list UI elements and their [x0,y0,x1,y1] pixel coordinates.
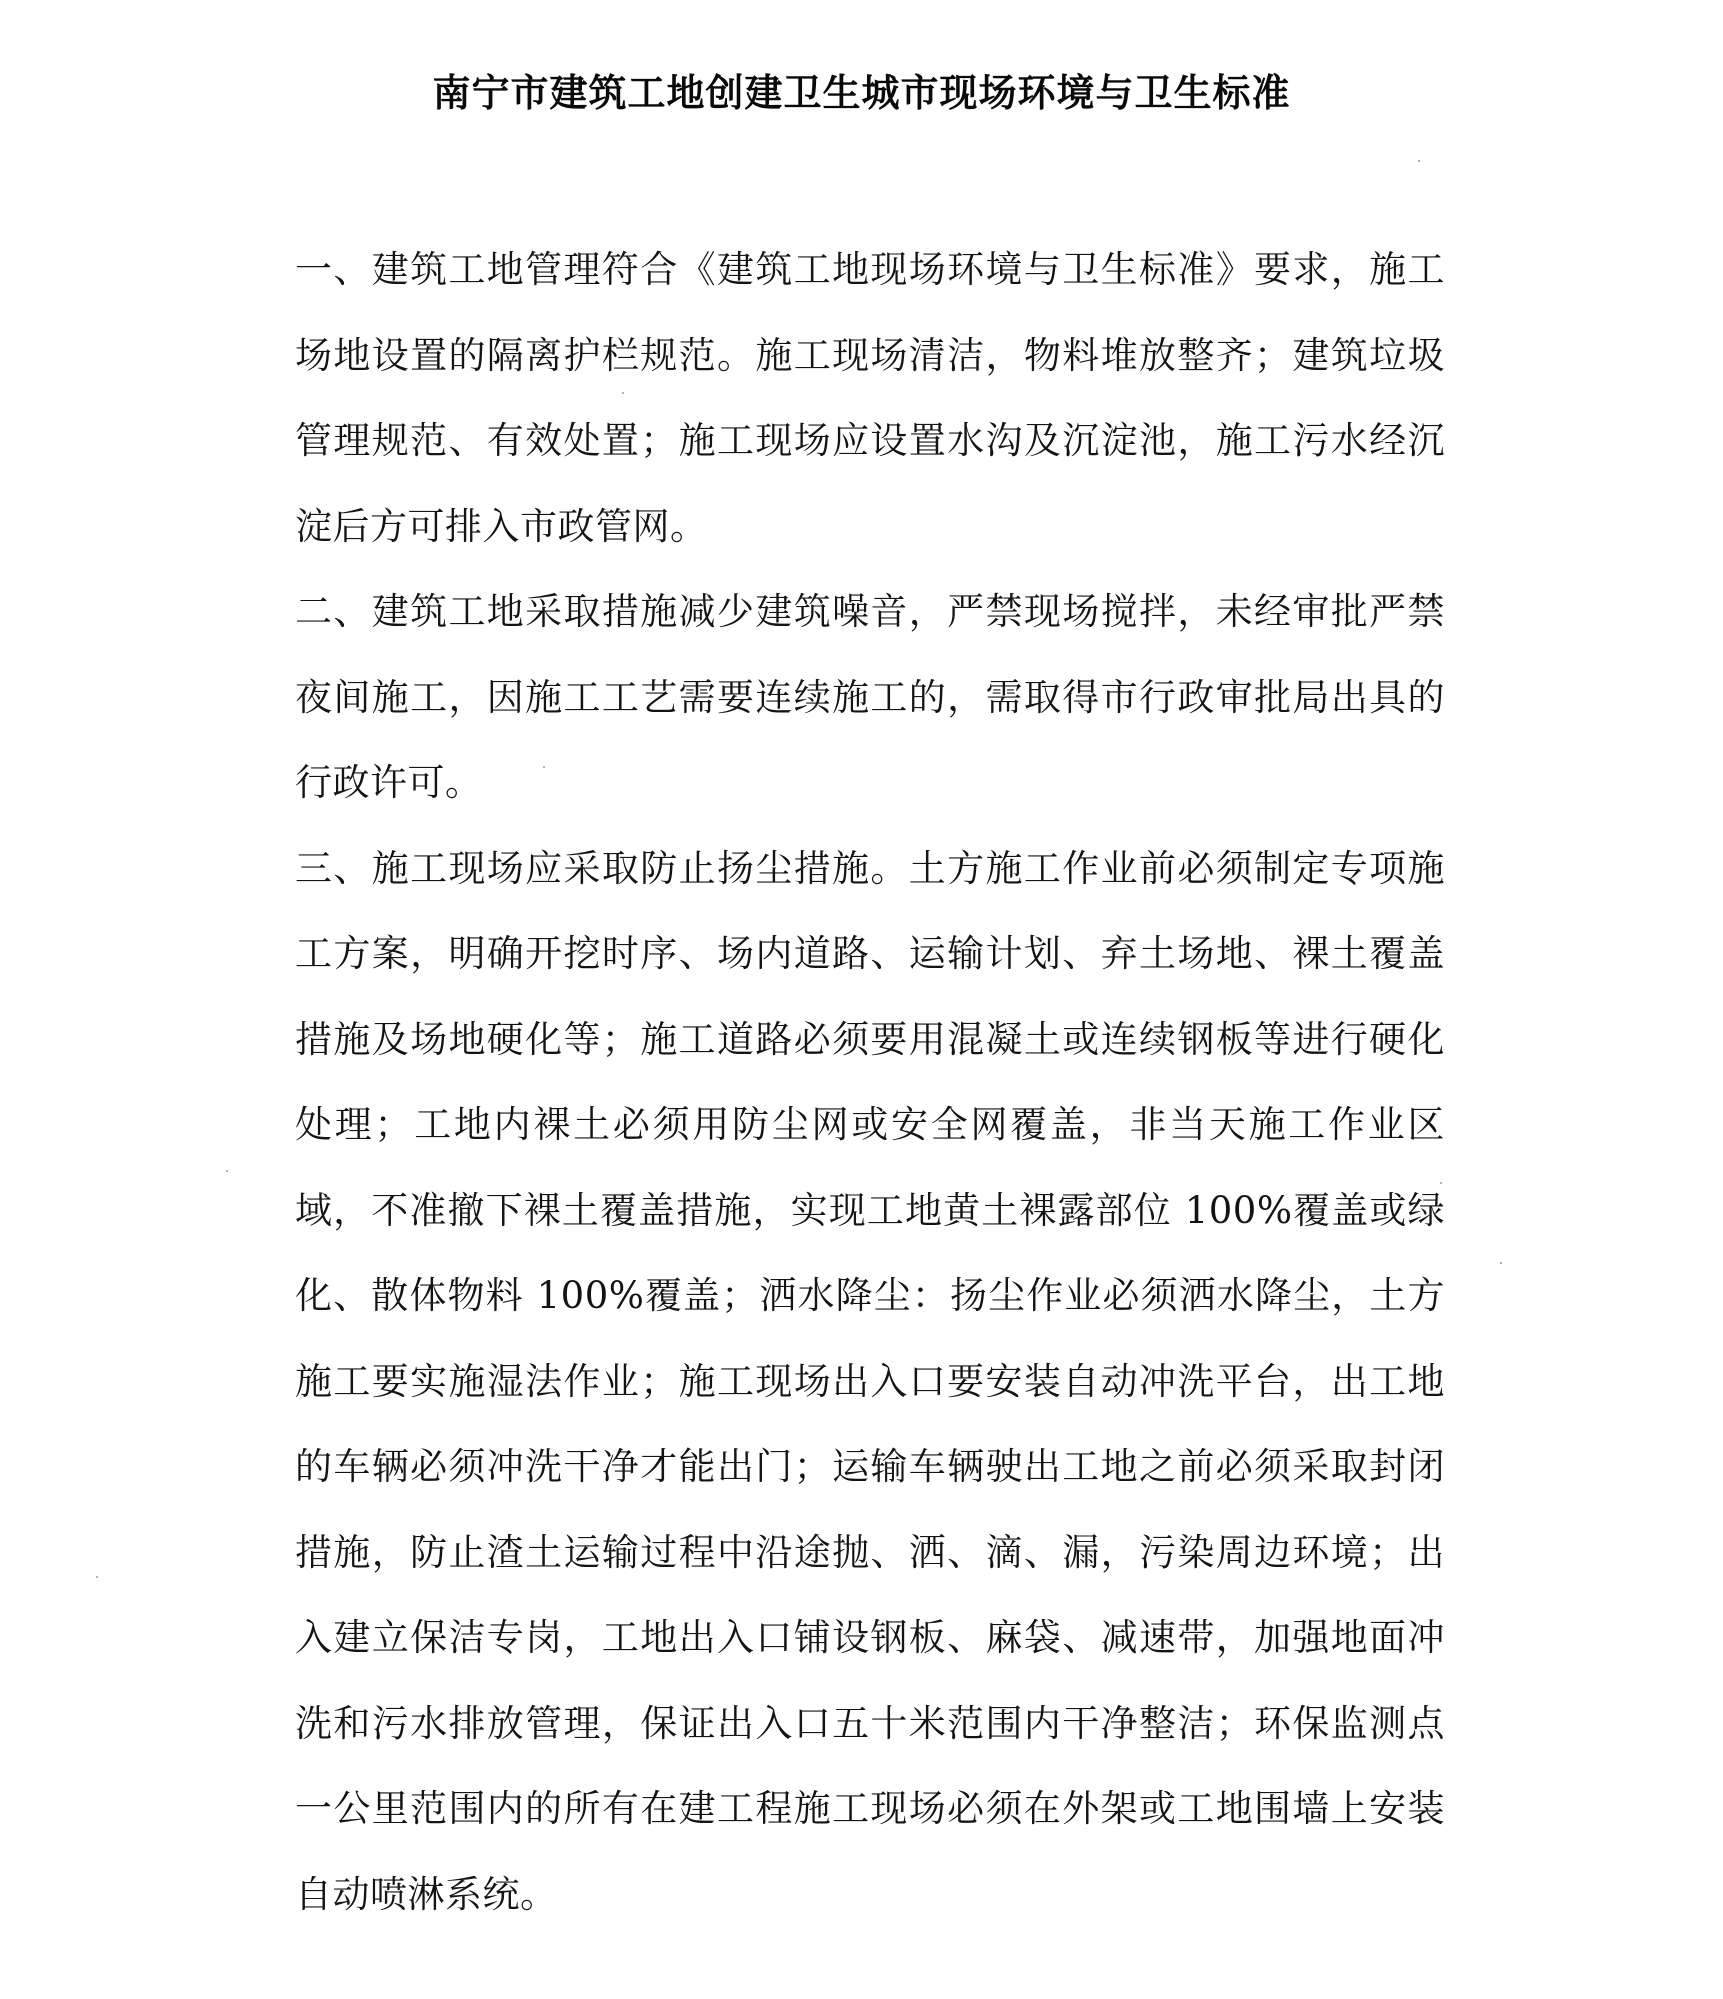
paragraph-1: 一、建筑工地管理符合《建筑工地现场环境与卫生标准》要求，施工场地设置的隔离护栏规范。施工现场清洁，物料堆放整齐；建筑垃圾管理规范、有效处置；施工现场应设置水沟及沉淀池，施工污水经沉淀后方可排入市政管网。 [295,248,1445,548]
paragraph-2: 二、建筑工地采取措施减少建筑噪音，严禁现场搅拌，未经审批严禁夜间施工，因施工工艺需要连续施工的，需取得市行政审批局出具的行政许可。 [295,590,1445,804]
scan-speck [1440,1182,1442,1184]
scan-speck [1418,160,1420,162]
scan-speck [226,1170,228,1172]
scan-speck [96,1576,98,1578]
paragraph-3: 三、施工现场应采取防止扬尘措施。土方施工作业前必须制定专项施工方案，明确开挖时序、场内道路、运输计划、弃土场地、裸土覆盖措施及场地硬化等；施工道路必须要用混凝土或连续钢板等进行硬化处理；工地内裸土必须用防尘网或安全网覆盖，非当天施工作业区域，不准撤下裸土覆盖措施，实现工地黄土裸露部位 100%覆盖或绿化、散体物料 100%覆盖；洒水降尘：扬尘作业必须洒水降尘，土方施工要实施湿法作业；施工现场出入口要安装自动冲洗平台，出工地的车辆必须冲洗干净才能出门；运输车辆驶出工地之前必须采取封闭措施，防止渣土运输过程中沿途抛、洒、滴、漏，污染周边环境；出入建立保洁专岗，工地出入口铺设钢板、麻袋、减速带，加强地面冲洗和污水排放管理，保证出入口五十米范围内干净整洁；环保监测点一公里范围内的所有在建工程施工现场必须在外架或工地围墙上安装自动喷淋系统。 [295,846,1445,1916]
document-title: 南宁市建筑工地创建卫生城市现场环境与卫生标准 [432,71,1291,115]
document-body [295,227,1445,1937]
scan-speck [622,392,624,394]
scan-speck [543,766,545,768]
scan-speck [1500,1262,1502,1264]
